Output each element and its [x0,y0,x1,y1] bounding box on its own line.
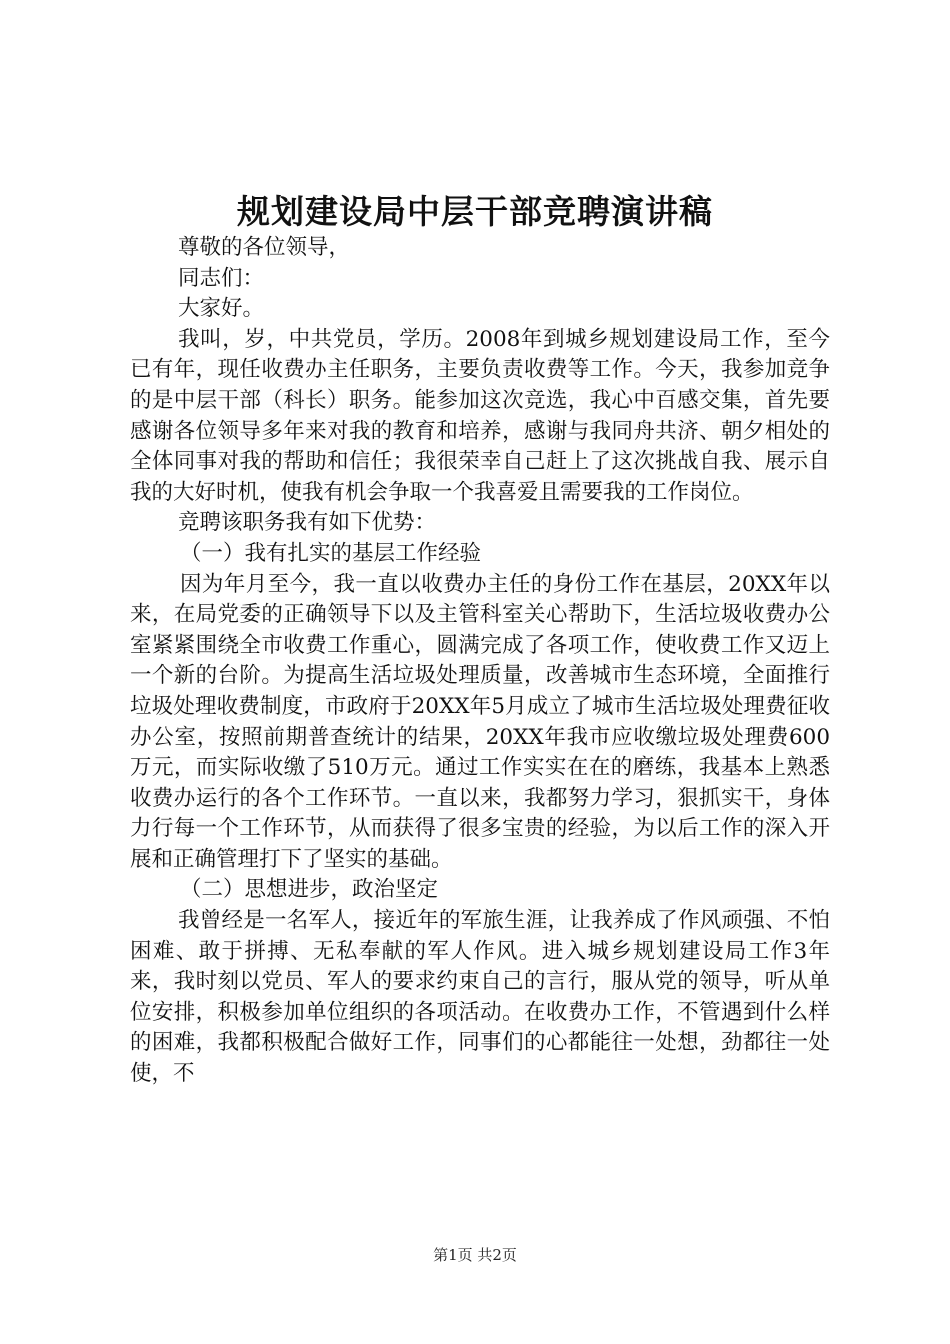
paragraph-introduction: 我叫，岁，中共党员，学历。2008年到城乡规划建设局工作，至今已有年，现任收费办主任职务，主要负责收费等工作。今天，我参加竞争的是中层干部（科长）职务。能参加这次竞选，我心中百感交集，首先要感谢各位领导多年来对我的教育和培养，感谢与我同舟共济、朝夕相处的全体同事对我的帮助和信任；我很荣幸自己赶上了这次挑战自我、展示自我的大好时机，使我有机会争取一个我喜爱且需要我的工作岗位。 [130,326,830,505]
paragraph-advantages-intro: 竞聘该职务我有如下优势： [178,510,437,536]
paragraph-section-1: 因为年月至今，我一直以收费办主任的身份工作在基层，20XX年以来，在局党委的正确领导下以及主管科室关心帮助下，生活垃圾收费办公室紧紧围绕全市收费工作重心，圆满完成了各项工作，使收费工作又迈上一个新的台阶。为提高生活垃圾处理质量，改善城市生态环境，全面推行垃圾处理收费制度，市政府于20XX年5月成立了城市生活垃圾处理费征收办公室，按照前期普查统计的结果，20XX年我市应收缴垃圾处理费600万元，而实际收缴了510万元。通过工作实实在在的磨练，我基本上熟悉收费办运行的各个工作环节。一直以来，我都努力学习，狠抓实干，身体力行每一个工作环节，从而获得了很多宝贵的经验，为以后工作的深入开展和正确管理打下了坚实的基础。 [130,571,830,872]
salutation-comrades: 同志们： [178,265,265,291]
paragraph-section-2: 我曾经是一名军人，接近年的军旅生涯，让我养成了作风顽强、不怕困难、敢于拼搏、无私奉献的军人作风。进入城乡规划建设局工作3年来，我时刻以党员、军人的要求约束自己的言行，服从党的领导，听从单位安排，积极参加单位组织的各项活动。在收费办工作，不管遇到什么样的困难，我都积极配合做好工作，同事们的心都能往一处想，劲都往一处使，不 [130,908,830,1087]
document-body [130,233,830,1090]
section-heading-1: （一）我有扎实的基层工作经验 [180,540,482,566]
page-footer: 第1页 共2页 [433,1246,517,1264]
document-title: 规划建设局中层干部竞聘演讲稿 [237,192,713,231]
greeting: 大家好。 [178,296,265,322]
section-heading-2: （二）思想进步，政治坚定 [180,877,439,903]
salutation-leaders: 尊敬的各位领导， [178,235,351,260]
